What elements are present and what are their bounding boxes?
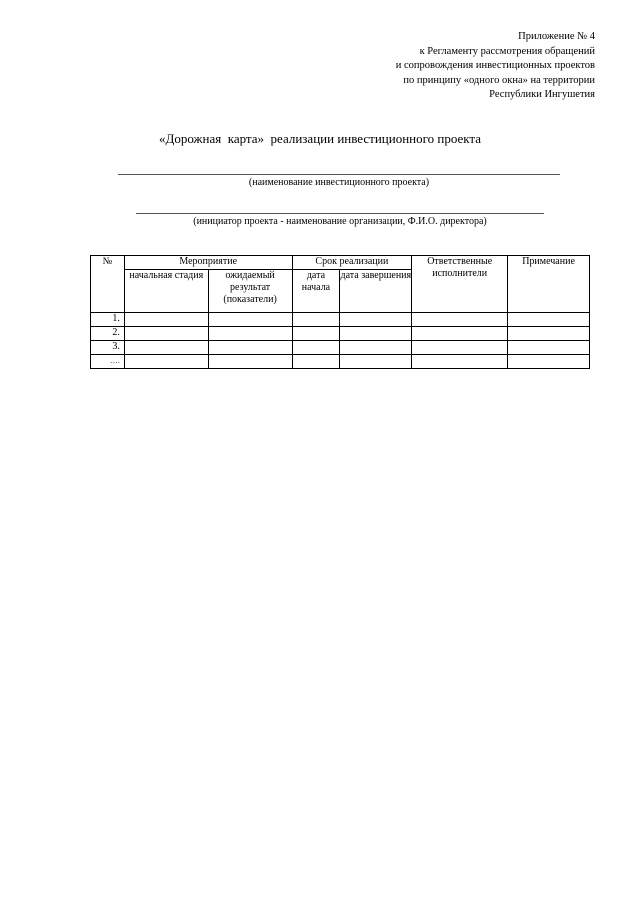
- table-row: [91, 341, 590, 355]
- table-row: [91, 313, 590, 327]
- table-cell: [124, 341, 208, 355]
- header-responsible: Ответственные исполнители: [412, 256, 508, 313]
- table-header-row: [91, 256, 590, 270]
- header-number: №: [91, 256, 125, 313]
- table-cell: [340, 341, 412, 355]
- header-term: Срок реализации: [292, 256, 412, 270]
- initiator-line: [136, 213, 544, 214]
- appendix-line: по принципу «одного окна» на территории: [403, 74, 595, 86]
- appendix-line: к Регламенту рассмотрения обращений: [419, 45, 595, 57]
- header-note: Примечание: [508, 256, 590, 313]
- header-term-start: дата начала: [292, 270, 340, 313]
- table-cell: [340, 327, 412, 341]
- appendix-header: [396, 30, 595, 103]
- row-number: 2.: [91, 327, 125, 341]
- appendix-line: Приложение № 4: [518, 31, 595, 42]
- table-cell: [208, 313, 292, 327]
- header-activity-expected: ожидаемый результат (показатели): [208, 270, 292, 313]
- document-title: «Дорожная карта» реализации инвестиционного проекта: [158, 131, 482, 146]
- table-cell: [292, 355, 340, 369]
- table-cell: [412, 313, 508, 327]
- table-cell: [412, 355, 508, 369]
- header-term-end: дата завершения: [340, 270, 412, 313]
- initiator-caption: (инициатор проекта - наименование организации, Ф.И.О. директора): [193, 216, 487, 227]
- table-cell: [124, 313, 208, 327]
- table-cell: [412, 327, 508, 341]
- table-cell: [508, 355, 590, 369]
- header-activity: Мероприятие: [124, 256, 292, 270]
- header-activity-initial: начальная стадия: [124, 270, 208, 313]
- table-row: [91, 355, 590, 369]
- appendix-line: и сопровождения инвестиционных проектов: [395, 60, 595, 71]
- roadmap-table: [90, 255, 590, 369]
- table-cell: [208, 341, 292, 355]
- row-number: 3.: [91, 341, 125, 355]
- table-cell: [208, 355, 292, 369]
- table-cell: [292, 313, 340, 327]
- appendix-line: Республики Ингушетия: [489, 89, 595, 100]
- table-cell: [208, 327, 292, 341]
- project-name-line: [118, 174, 560, 175]
- table-cell: [508, 327, 590, 341]
- table-cell: [124, 355, 208, 369]
- project-name-caption: (наименование инвестиционного проекта): [248, 177, 430, 188]
- table-row: [91, 327, 590, 341]
- row-number: 1.: [91, 313, 125, 327]
- table-cell: [508, 313, 590, 327]
- table-cell: [412, 341, 508, 355]
- row-number: ….: [91, 355, 125, 369]
- table-cell: [508, 341, 590, 355]
- table-cell: [340, 355, 412, 369]
- table-cell: [292, 327, 340, 341]
- table-cell: [292, 341, 340, 355]
- table-cell: [124, 327, 208, 341]
- table-cell: [340, 313, 412, 327]
